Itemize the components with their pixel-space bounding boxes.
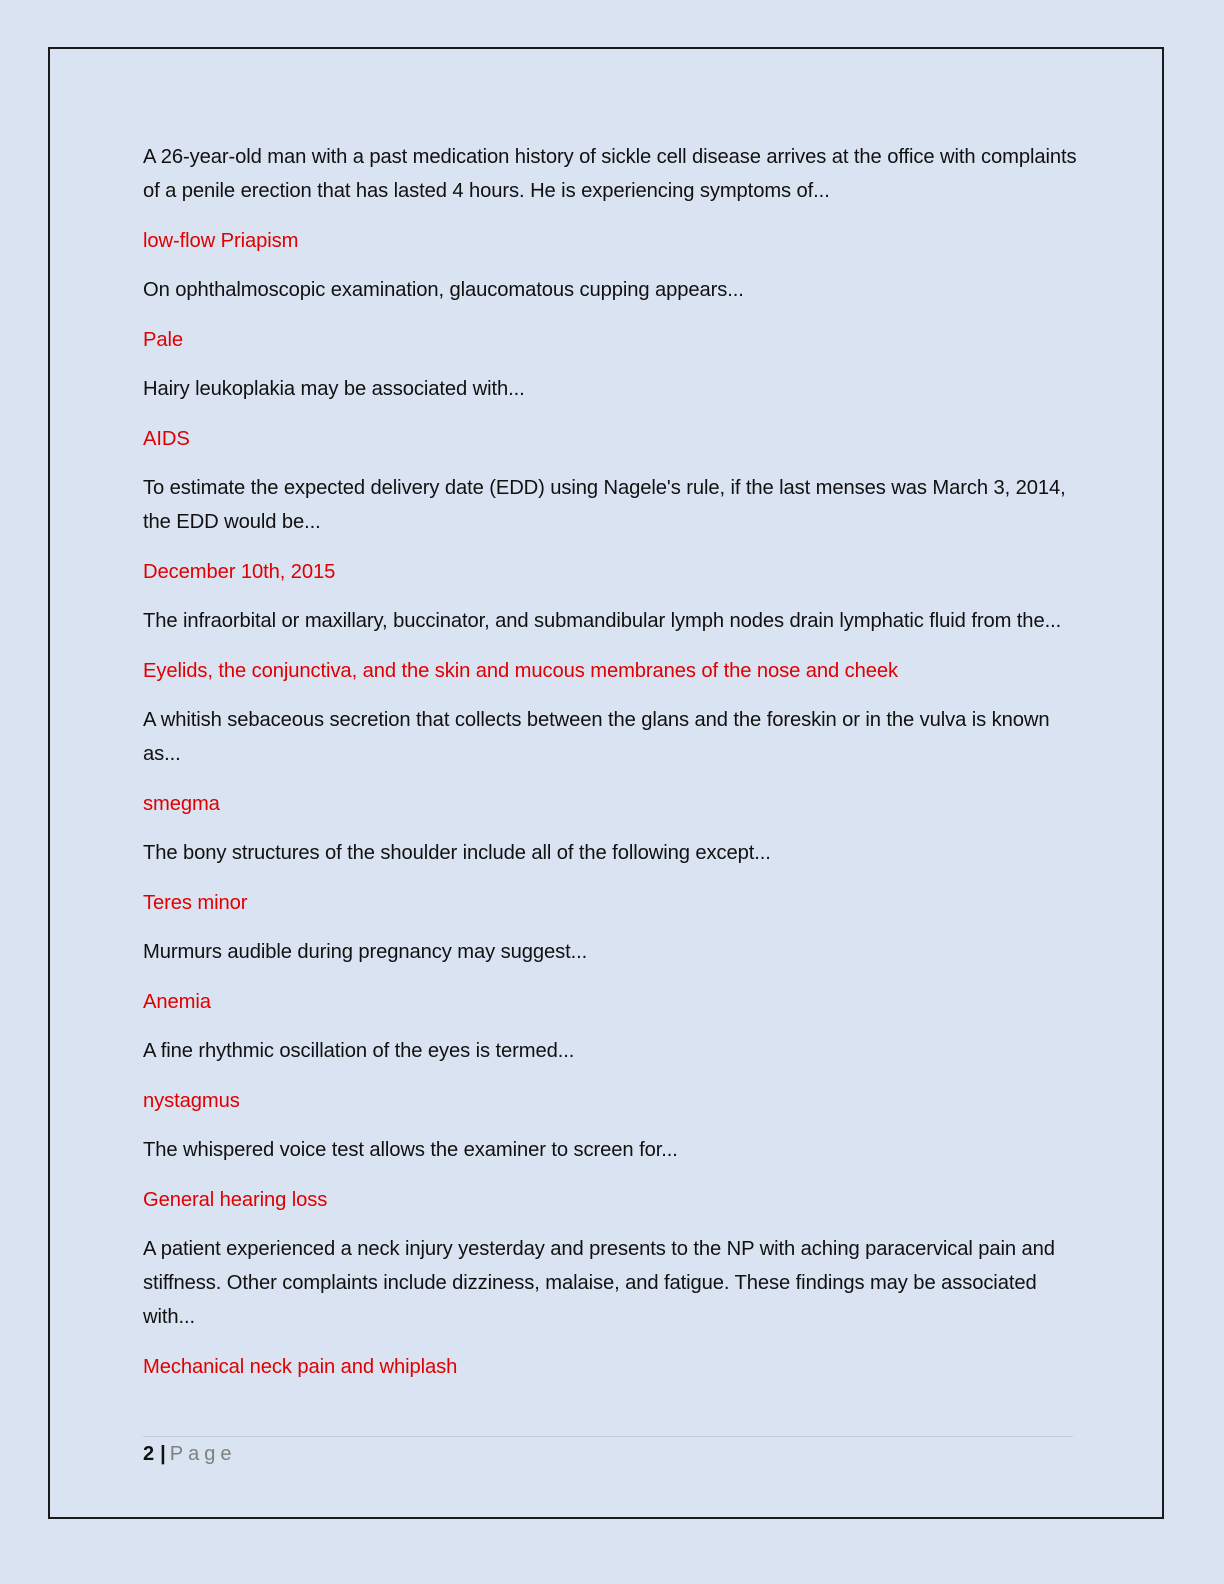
document-body (143, 140, 1078, 1399)
question-text: The bony structures of the shoulder include all of the following except... (143, 842, 771, 864)
answer-text: Anemia (143, 990, 211, 1013)
qa-item (143, 140, 1078, 258)
answer-text: Eyelids, the conjunctiva, and the skin and mucous membranes of the nose and cheek (143, 659, 898, 682)
question-text: A 26-year-old man with a past medication history of sickle cell disease arrives at the office with complaints of a penile erection that has lasted 4 hours. He is experiencing symptoms of... (143, 146, 1077, 202)
qa-item (143, 604, 1078, 688)
qa-item (143, 836, 1078, 920)
question-text: A patient experienced a neck injury yesterday and presents to the NP with aching paracervical pain and stiffness. Other complaints include dizziness, malaise, and fatigue. These findings may be associated with... (143, 1238, 1055, 1328)
question-text: Hairy leukoplakia may be associated with... (143, 378, 525, 400)
qa-item (143, 703, 1078, 821)
qa-item (143, 1133, 1078, 1217)
answer-text: Mechanical neck pain and whiplash (143, 1355, 458, 1378)
qa-item (143, 935, 1078, 1019)
footer-separator: | (160, 1443, 166, 1465)
question-text: The infraorbital or maxillary, buccinator, and submandibular lymph nodes drain lymphatic fluid from the... (143, 610, 1062, 632)
qa-item (143, 471, 1078, 589)
question-text: Murmurs audible during pregnancy may suggest... (143, 941, 588, 963)
answer-text: Teres minor (143, 891, 248, 914)
question-text: On ophthalmoscopic examination, glaucomatous cupping appears... (143, 279, 744, 301)
question-text: To estimate the expected delivery date (EDD) using Nagele's rule, if the last menses was March 3, 2014, the EDD would be... (143, 477, 1066, 533)
qa-item (143, 273, 1078, 357)
qa-item (143, 1034, 1078, 1118)
question-text: The whispered voice test allows the examiner to screen for... (143, 1139, 678, 1161)
answer-text: December 10th, 2015 (143, 560, 336, 583)
question-text: A fine rhythmic oscillation of the eyes is termed... (143, 1040, 575, 1062)
page-number: 2 (143, 1443, 155, 1465)
answer-text: low-flow Priapism (143, 229, 299, 252)
page-footer (143, 1440, 236, 1468)
question-text: A whitish sebaceous secretion that collects between the glans and the foreskin or in the vulva is known as... (143, 709, 1050, 765)
qa-item (143, 1232, 1078, 1384)
answer-text: Pale (143, 328, 184, 351)
answer-text: nystagmus (143, 1089, 240, 1112)
footer-divider (143, 1436, 1073, 1437)
answer-text: smegma (143, 792, 220, 815)
page-label: Page (169, 1443, 237, 1465)
answer-text: General hearing loss (143, 1188, 328, 1211)
qa-item (143, 372, 1078, 456)
answer-text: AIDS (143, 427, 190, 450)
